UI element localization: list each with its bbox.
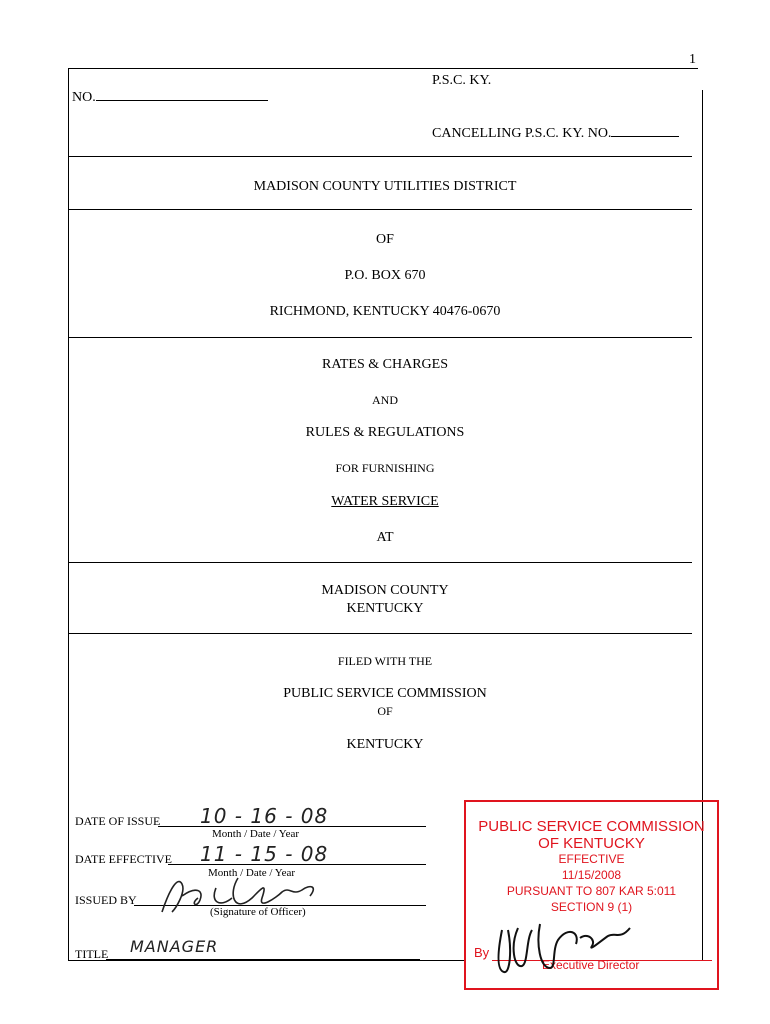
address-line2: RICHMOND, KENTUCKY 40476-0670 [269, 304, 501, 319]
tariff-no-label: NO. [72, 90, 96, 105]
stamp-state: OF KENTUCKY [538, 835, 645, 852]
cancelling-blank [611, 136, 679, 137]
location-county: MADISON COUNTY [321, 583, 449, 598]
bottom-border [68, 960, 464, 961]
divider [68, 209, 692, 210]
issued-by-label: ISSUED BY [75, 893, 137, 907]
stamp-section: SECTION 9 (1) [550, 900, 633, 914]
water-service-text: WATER SERVICE [331, 494, 439, 509]
stamp-role: Executive Director [542, 958, 640, 972]
stamp-by-label: By [474, 945, 490, 960]
divider [68, 562, 692, 563]
stamp-effective: EFFECTIVE [558, 852, 625, 866]
company-name: MADISON COUNTY UTILITIES DISTRICT [253, 179, 517, 194]
address-line1: P.O. BOX 670 [344, 268, 426, 283]
page-number: 1 [689, 52, 696, 67]
stamp-date: 11/15/2008 [561, 868, 622, 882]
date-effective-hint: Month / Date / Year [208, 867, 296, 879]
title-line [106, 959, 420, 960]
divider [68, 156, 692, 157]
divider [68, 337, 692, 338]
filed-with-label: FILED WITH THE [337, 654, 433, 668]
rates-charges-heading: RATES & CHARGES [321, 357, 449, 372]
date-of-issue-value: 10 - 16 - 08 [200, 804, 329, 828]
cancelling-field [432, 126, 679, 142]
date-effective-label: DATE EFFECTIVE [75, 852, 172, 866]
title-label: TITLE [75, 947, 109, 961]
divider [68, 633, 692, 634]
title-value: MANAGER [130, 937, 219, 956]
for-furnishing-label: FOR FURNISHING [335, 461, 435, 475]
water-service-heading [0, 494, 770, 510]
date-effective-value: 11 - 15 - 08 [200, 842, 329, 866]
left-border [68, 68, 69, 960]
stamp-commission: PUBLIC SERVICE COMMISSION [478, 818, 705, 835]
filed-state: KENTUCKY [346, 737, 424, 752]
psc-ky-label: P.S.C. KY. [432, 73, 492, 88]
rules-regulations-heading: RULES & REGULATIONS [305, 425, 465, 440]
location-state: KENTUCKY [346, 601, 424, 616]
of-label: OF [376, 232, 394, 247]
tariff-no-field [72, 90, 268, 106]
top-border [68, 68, 698, 69]
date-of-issue-hint: Month / Date / Year [212, 828, 300, 840]
filed-of-label: OF [377, 704, 393, 718]
stamp-pursuant: PURSUANT TO 807 KAR 5:011 [506, 884, 677, 898]
commission-name: PUBLIC SERVICE COMMISSION [283, 686, 487, 701]
tariff-no-blank [96, 100, 268, 101]
and-label: AND [372, 393, 398, 407]
issued-by-hint: (Signature of Officer) [210, 906, 306, 918]
date-of-issue-label: DATE OF ISSUE [75, 814, 161, 828]
director-signature [480, 910, 640, 980]
cancelling-label: CANCELLING P.S.C. KY. NO. [432, 126, 612, 141]
at-label: AT [376, 530, 394, 545]
